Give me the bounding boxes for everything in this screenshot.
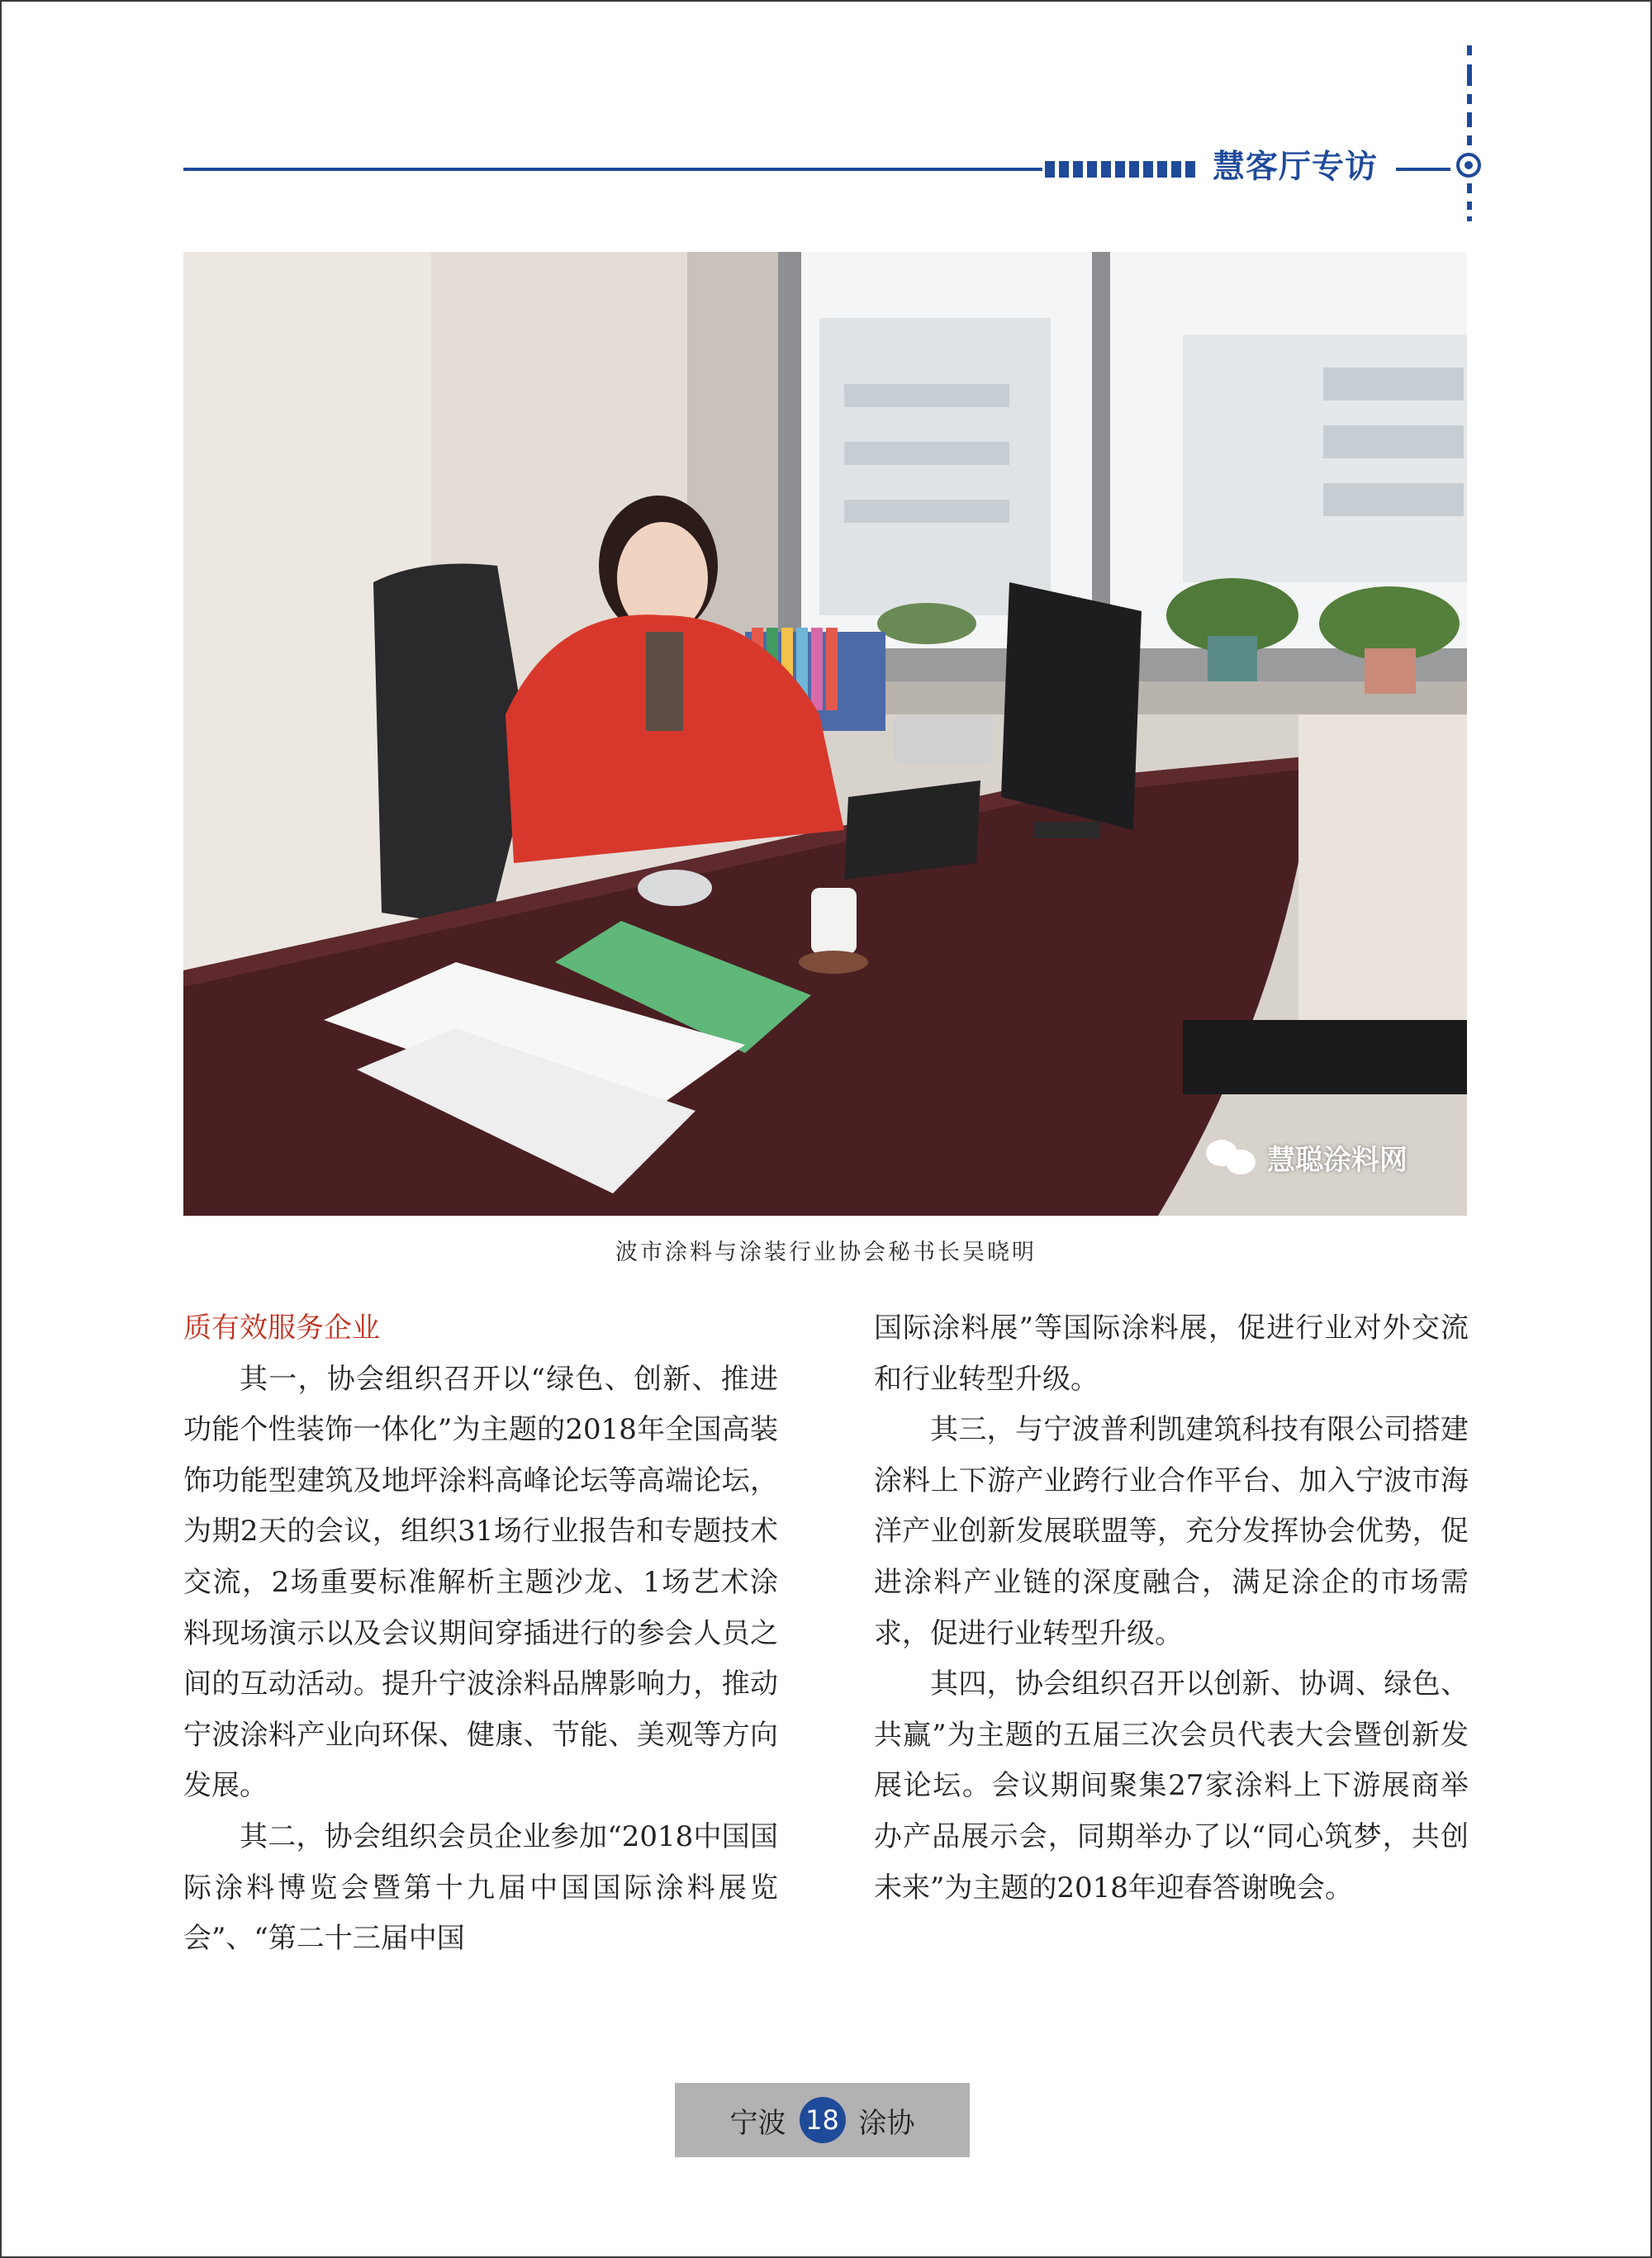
page-footer [675, 2083, 970, 2157]
vertical-dash [1467, 216, 1472, 221]
footer-left-label: 宁波 [729, 2106, 786, 2140]
header-rule-tail [1396, 168, 1450, 171]
paragraph: 其二，协会组织会员企业参加“2018中国国际涂料博览会暨第十九届中国国际涂料展览会”、“第二十三届中国 [183, 1819, 778, 1956]
footer-right-label: 涂协 [858, 2106, 915, 2140]
section-title: 慧客厅专访 [1213, 149, 1379, 186]
paragraph: 其四，协会组织召开以创新、协调、绿色、共赢”为主题的五届三次会员代表大会暨创新发展论坛。会议期间聚集27家涂料上下游展商举办产品展示会，同期举办了以“同心筑梦，共创未来”为主题的2018年迎春答谢晚会。 [874, 1667, 1469, 1905]
header-target-icon [1456, 153, 1481, 178]
article-left-column [183, 1303, 778, 1965]
vertical-dash [1467, 112, 1472, 127]
office-photo-illustration [183, 252, 1467, 1216]
photo-watermark [1206, 1132, 1408, 1182]
vertical-dash [1467, 183, 1472, 193]
header-rule [183, 168, 1042, 171]
header-dash-block [1045, 161, 1199, 178]
paragraph: 其三，与宁波普利凯建筑科技有限公司搭建涂料上下游产业跨行业合作平台、加入宁波市海洋产业创新发展联盟等，充分发挥协会优势，促进涂料产业链的深度融合，满足涂企的市场需求，促进行业转型升级。 [874, 1413, 1469, 1650]
vertical-dash [1467, 45, 1472, 55]
paragraph: 其一，协会组织召开以“绿色、创新、推进功能个性装饰一体化”为主题的2018年全国高装饰功能型建筑及地坪涂料高峰论坛等高端论坛，为期2天的会议，组织31场行业报告和专题技术交流，2场重要标准解析主题沙龙、1场艺术涂料现场演示以及会议期间穿插进行的参会人员之间的互动活动。提升宁波涂料品牌影响力，推动宁波涂料产业向环保、健康、节能、美观等方向发展。 [183, 1362, 778, 1803]
vertical-dash [1467, 135, 1472, 145]
section-heading: 质有效服务企业 [183, 1312, 380, 1345]
photo-caption: 波市涂料与涂装行业协会秘书长吴晓明 [615, 1240, 1037, 1265]
vertical-dash [1467, 64, 1472, 86]
interview-photo [183, 252, 1467, 1216]
watermark-text: 慧聪涂料网 [1267, 1143, 1408, 1177]
article-right-column [874, 1303, 1469, 1914]
vertical-dash [1467, 94, 1472, 104]
paragraph: 国际涂料展”等国际涂料展，促进行业对外交流和行业转型升级。 [874, 1312, 1469, 1396]
page-number: 18 [800, 2097, 846, 2143]
vertical-dash [1467, 202, 1472, 210]
wechat-icon [1206, 1136, 1257, 1178]
